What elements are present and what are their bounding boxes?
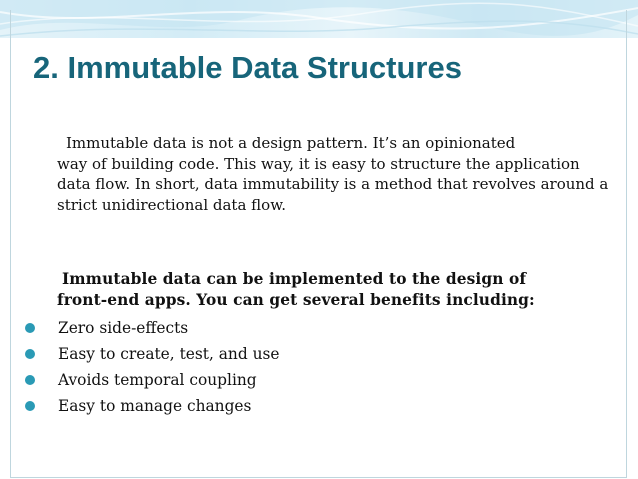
- benefits-lead: [57, 269, 627, 310]
- benefits-lead-rest: front-end apps. You can get several benefits including:: [57, 290, 535, 309]
- wave-pattern: [0, 0, 638, 38]
- list-item-label: Avoids temporal coupling: [58, 371, 257, 389]
- slide-title: 2. Immutable Data Structures: [33, 50, 462, 85]
- bullet-icon: [25, 375, 35, 385]
- bullet-icon: [25, 349, 35, 359]
- list-item: [25, 341, 280, 367]
- intro-paragraph-rest: way of building code. This way, it is easy to structure the application data flow. In short, data immutability is a method that revolves around a strict unidirectional data flow.: [57, 154, 609, 214]
- list-item-label: Easy to manage changes: [58, 397, 252, 415]
- list-item-label: Easy to create, test, and use: [58, 345, 280, 363]
- intro-paragraph: [57, 133, 617, 215]
- list-item: [25, 393, 280, 419]
- benefits-lead-first-line: Immutable data can be implemented to the design of: [62, 270, 527, 288]
- intro-paragraph-first-line: Immutable data is not a design pattern. It’s an opinionated: [66, 134, 516, 152]
- list-item-label: Zero side-effects: [58, 319, 189, 337]
- list-item: [25, 367, 280, 393]
- benefits-list: [25, 315, 280, 419]
- list-item: [25, 315, 280, 341]
- decorative-header-band: [0, 0, 638, 38]
- bullet-icon: [25, 323, 35, 333]
- bullet-icon: [25, 401, 35, 411]
